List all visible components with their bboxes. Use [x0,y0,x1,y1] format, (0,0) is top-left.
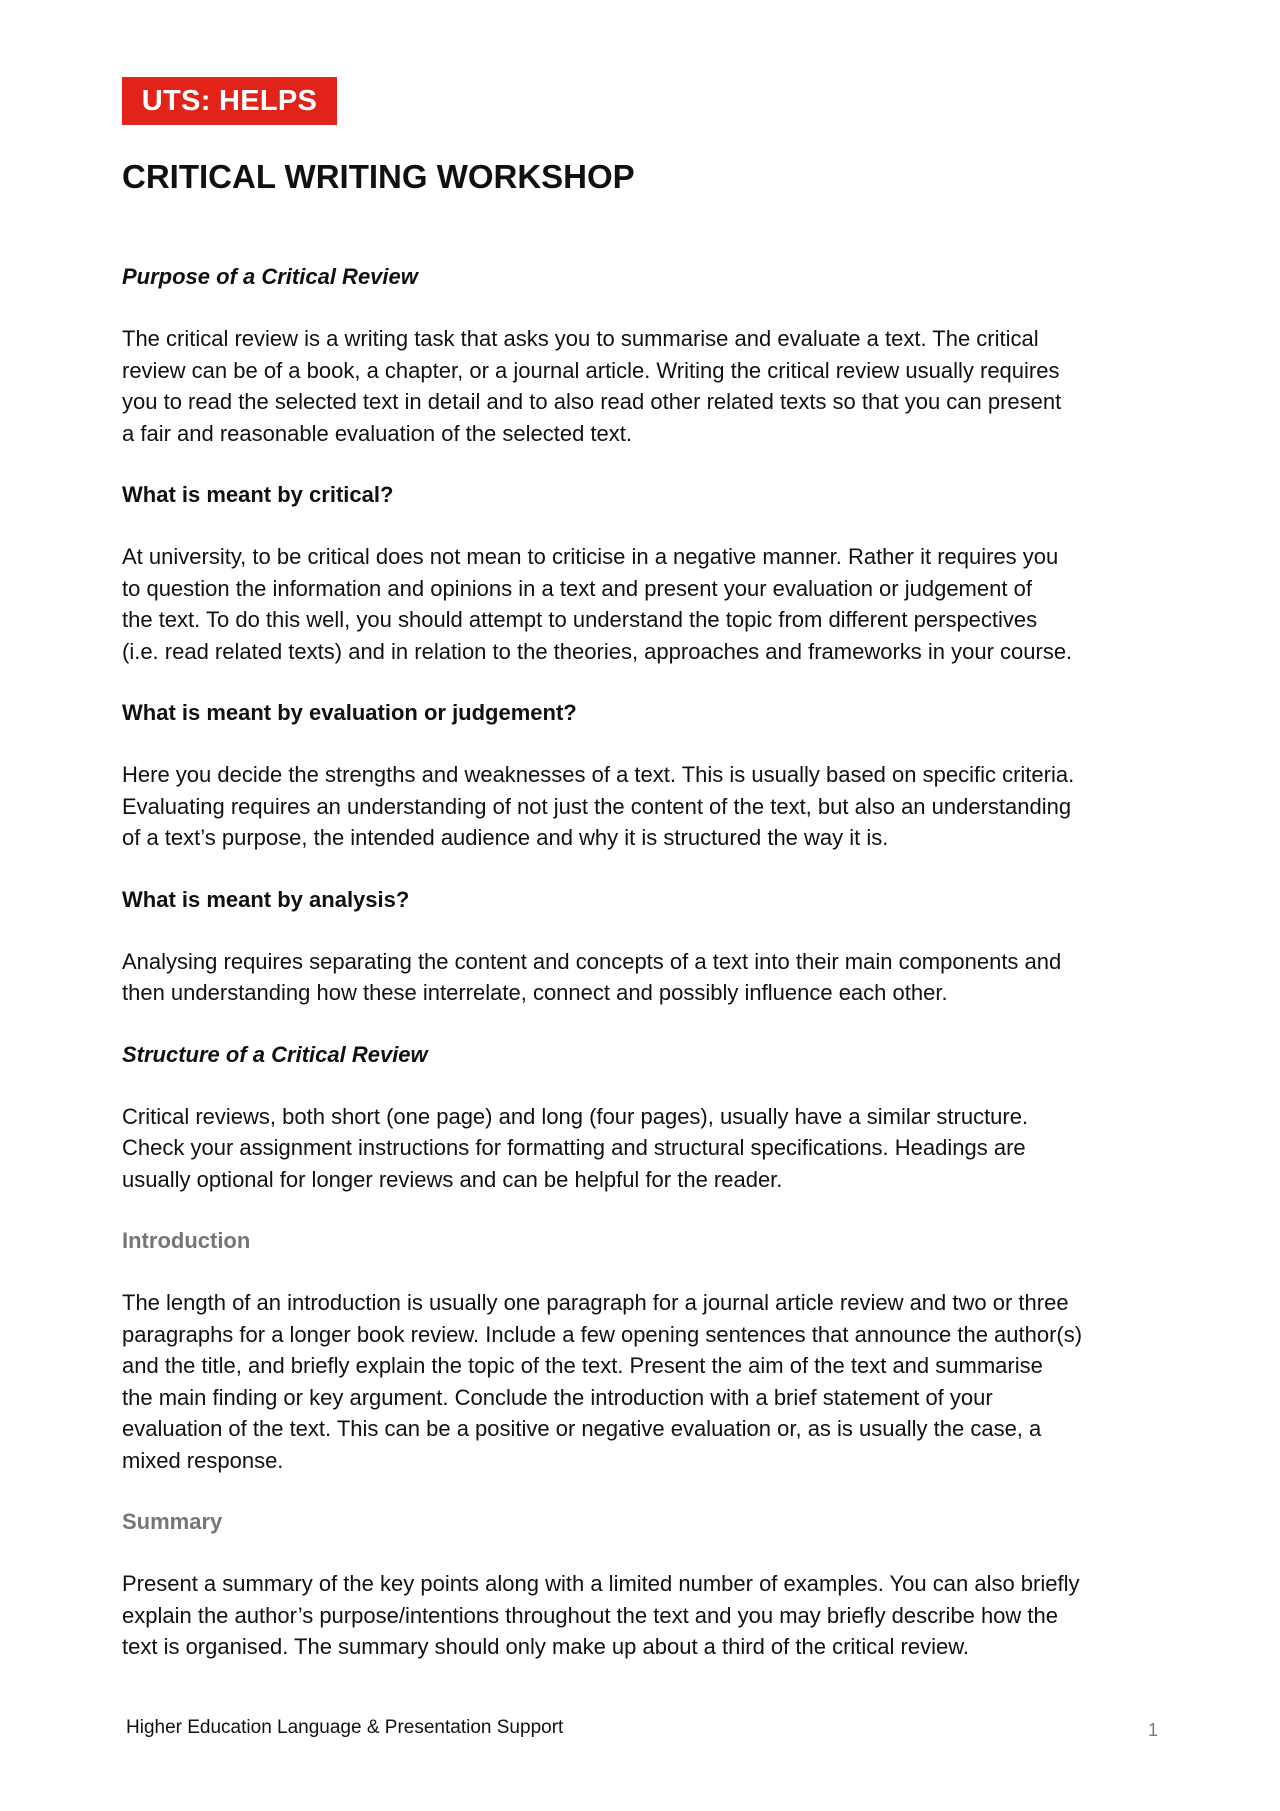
section-heading-analysis: What is meant by analysis? [122,886,410,912]
footer-text: Higher Education Language & Presentation Support [126,1717,564,1738]
section-heading-summary: Summary [122,1509,223,1534]
section-heading-structure: Structure of a Critical Review [122,1041,428,1067]
page-title: CRITICAL WRITING WORKSHOP [122,158,635,195]
paragraph-structure: Critical reviews, both short (one page) and long (four pages), usually have a similar structure. Check your assignment instructions for formatting and structural specifications. Headings are usually optional for longer reviews and can be helpful for the reader. [122,1103,1029,1192]
paragraph-purpose: The critical review is a writing task that asks you to summarise and evaluate a text. The critical review can be of a book, a chapter, or a journal article. Writing the critical review usually requires you to read the selected text in detail and to also read other related texts so that you can present a fair and reasonable evaluation of the selected text. [122,326,1062,446]
section-heading-purpose: Purpose of a Critical Review [122,264,418,289]
paragraph-introduction: The length of an introduction is usually one paragraph for a journal article review and two or three paragraphs for a longer book review. Include a few opening sentences that announce the author(s) and the title, and briefly explain the topic of the text. Present the aim of the text and summarise the main finding or key argument. Conclude the introduction with a brief statement of your evaluation of the text. This can be a positive or negative evaluation or, as is usually the case, a mixed response. [122,1290,1083,1473]
page-number: 1 [1148,1720,1159,1740]
section-heading-critical: What is meant by critical? [122,482,394,507]
uts-helps-logo: UTS: HELPS [122,77,337,125]
paragraph-summary: Present a summary of the key points along with a limited number of examples. You can also briefly explain the author’s purpose/intentions throughout the text and you may briefly describe how the text is organised. The summary should only make up about a third of the critical review. [122,1571,1080,1659]
paragraph-critical: At university, to be critical does not mean to criticise in a negative manner. Rather it requires you to question the information and opinions in a text and present your evaluation or judgement of the text. To do this well, you should attempt to understand the topic from different perspectives (i.e. read related texts) and in relation to the theories, approaches and frameworks in your course. [122,544,1073,664]
paragraph-analysis: Analysing requires separating the content and concepts of a text into their main components and then understanding how these interrelate, connect and possibly influence each other. [122,948,1062,1005]
section-heading-evaluation: What is meant by evaluation or judgement? [122,700,577,725]
paragraph-evaluation: Here you decide the strengths and weaknesses of a text. This is usually based on specific criteria. Evaluating requires an understanding of not just the content of the text, but also an understanding of a text’s purpose, the intended audience and why it is structured the way it is. [122,762,1075,850]
document-body [122,155,1167,1694]
section-heading-introduction: Introduction [122,1228,251,1253]
